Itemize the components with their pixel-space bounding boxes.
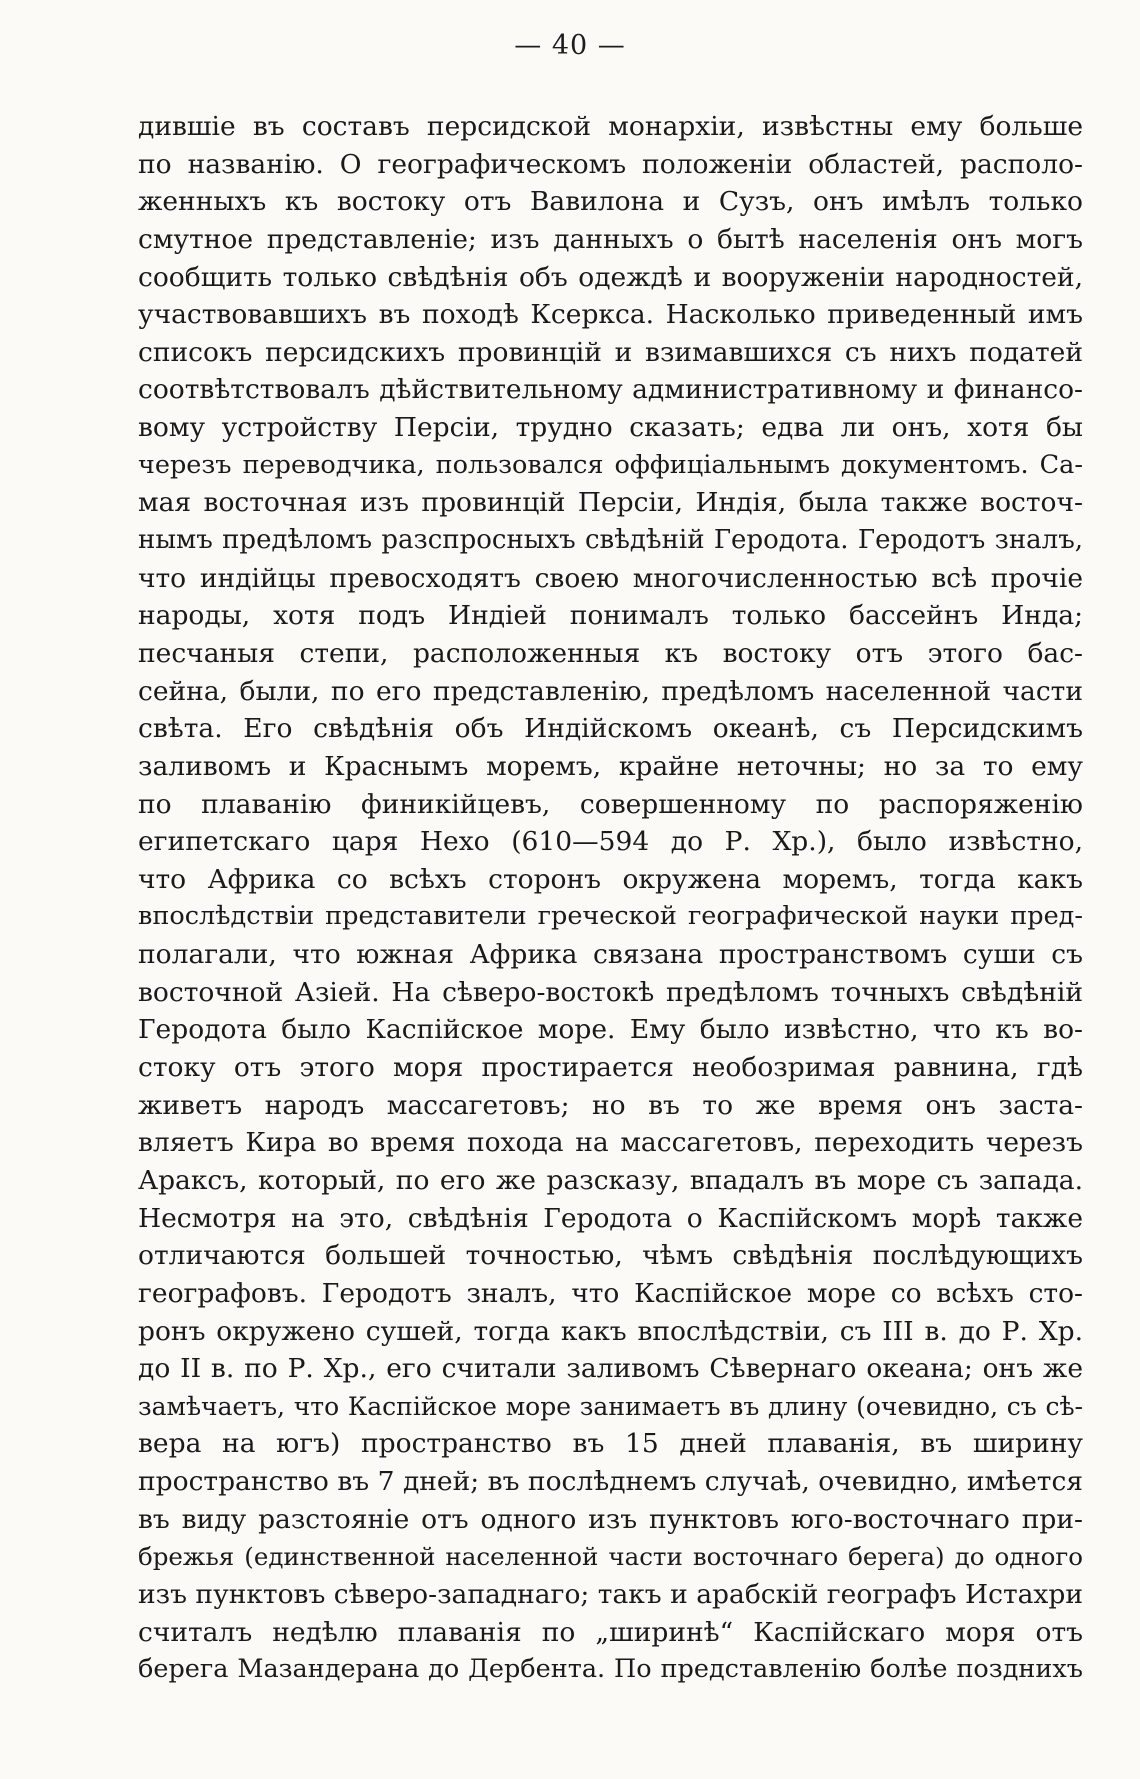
body-text <box>138 108 1083 1689</box>
text-line: пространство въ 7 дней; въ послѣднемъ случаѣ, очевидно, имѣется <box>138 1466 1083 1498</box>
text-line: мая восточная изъ провинцій Персіи, Индія, была также восточ- <box>138 487 1083 519</box>
text-line: вляетъ Кира во время похода на массагетовъ, переходить черезъ <box>138 1127 1083 1159</box>
text-line: женныхъ къ востоку отъ Вавилона и Сузъ, онъ имѣлъ только <box>138 186 1083 218</box>
text-line: Несмотря на это, свѣдѣнія Геродота о Каспійскомъ морѣ также <box>138 1202 1083 1234</box>
text-line: соотвѣтствовалъ дѣйствительному административному и финансо- <box>138 374 1083 406</box>
text-line: стоку отъ этого моря простирается необозримая равнина, гдѣ <box>138 1052 1083 1084</box>
text-line: заливомъ и Краснымъ моремъ, крайне неточны; но за то ему <box>138 750 1083 782</box>
text-line: дившіе въ составъ персидской монархіи, извѣстны ему больше <box>138 111 1083 142</box>
text-line: Геродота было Каспійское море. Ему было извѣстно, что къ во- <box>138 1014 1083 1046</box>
text-line: египетскаго царя Нехо (610—594 до Р. Хр.), было извѣстно, <box>138 826 1083 858</box>
text-line: участвовавшихъ въ походѣ Ксеркса. Насколько приведенный имъ <box>138 299 1083 331</box>
text-line: живетъ народъ массагетовъ; но въ то же время онъ заста- <box>138 1089 1083 1121</box>
text-line: до II в. по Р. Хр., его считали заливомъ Сѣвернаго океана; онъ же <box>138 1353 1083 1385</box>
text-line: берега Мазандерана до Дербента. По представленію болѣе позднихъ <box>138 1654 1083 1685</box>
text-line: считалъ недѣлю плаванія по „ширинѣ“ Каспійскаго моря отъ <box>138 1616 1083 1648</box>
text-line: что Африка со всѣхъ сторонъ окружена моремъ, тогда какъ <box>138 863 1083 895</box>
text-line: нымъ предѣломъ разспросныхъ свѣдѣній Геродота. Геродотъ зналъ, <box>138 525 1083 556</box>
text-line: ронъ окружено сушей, тогда какъ впослѣдствіи, съ III в. до Р. Хр. <box>138 1315 1083 1347</box>
text-line: вому устройству Персіи, трудно сказать; едва ли онъ, хотя бы <box>138 412 1083 444</box>
text-line: по названію. О географическомъ положеніи областей, располо- <box>138 148 1083 180</box>
text-line: сообщить только свѣдѣнія объ одеждѣ и вооруженіи народностей, <box>138 261 1083 293</box>
text-line: отличаются большей точностью, чѣмъ свѣдѣнія послѣдующихъ <box>138 1240 1083 1272</box>
text-line: черезъ переводчика, пользовался оффиціальнымъ документомъ. Са- <box>138 449 1083 480</box>
text-line: замѣчаетъ, что Каспійское море занимаетъ въ длину (очевидно, съ сѣ- <box>138 1391 1083 1421</box>
text-line: изъ пунктовъ сѣверо-западнаго; такъ и арабскій географъ Истахри <box>138 1578 1083 1610</box>
text-line: вера на югъ) пространство въ 15 дней плаванія, въ ширину <box>138 1428 1083 1460</box>
text-line: смутное представленіе; изъ данныхъ о бытѣ населенія онъ могъ <box>138 223 1083 255</box>
text-line: географовъ. Геродотъ зналъ, что Каспійское море со всѣхъ сто- <box>138 1277 1083 1309</box>
text-line: что индійцы превосходятъ своею многочисленностью всѣ прочіе <box>138 562 1083 594</box>
text-line: восточной Азіей. На сѣверо-востокѣ предѣломъ точныхъ свѣдѣній <box>138 976 1083 1008</box>
text-line: по плаванію финикійцевъ, совершенному по распоряженію <box>138 788 1083 820</box>
text-line: свѣта. Его свѣдѣнія объ Индійскомъ океанѣ, съ Персидскимъ <box>138 713 1083 745</box>
page-number: — 40 — <box>514 30 626 61</box>
text-line: сейна, были, по его представленію, предѣломъ населенной части <box>138 675 1083 707</box>
text-line: Араксъ, который, по его же разсказу, впадалъ въ море съ запада. <box>138 1164 1083 1196</box>
text-line: полагали, что южная Африка связана пространствомъ суши съ <box>138 939 1083 971</box>
text-line: брежья (единственной населенной части восточнаго берега) до одного <box>138 1542 1083 1572</box>
text-line: впослѣдствіи представители греческой географической науки пред- <box>138 901 1083 932</box>
text-line: въ виду разстояніе отъ одного изъ пунктовъ юго-восточнаго при- <box>138 1503 1083 1535</box>
text-line: песчаныя степи, расположенныя къ востоку отъ этого бас- <box>138 637 1083 669</box>
text-line: списокъ персидскихъ провинцій и взимавшихся съ нихъ податей <box>138 336 1083 368</box>
text-line: народы, хотя подъ Индіей понималъ только бассейнъ Инда; <box>138 600 1083 632</box>
